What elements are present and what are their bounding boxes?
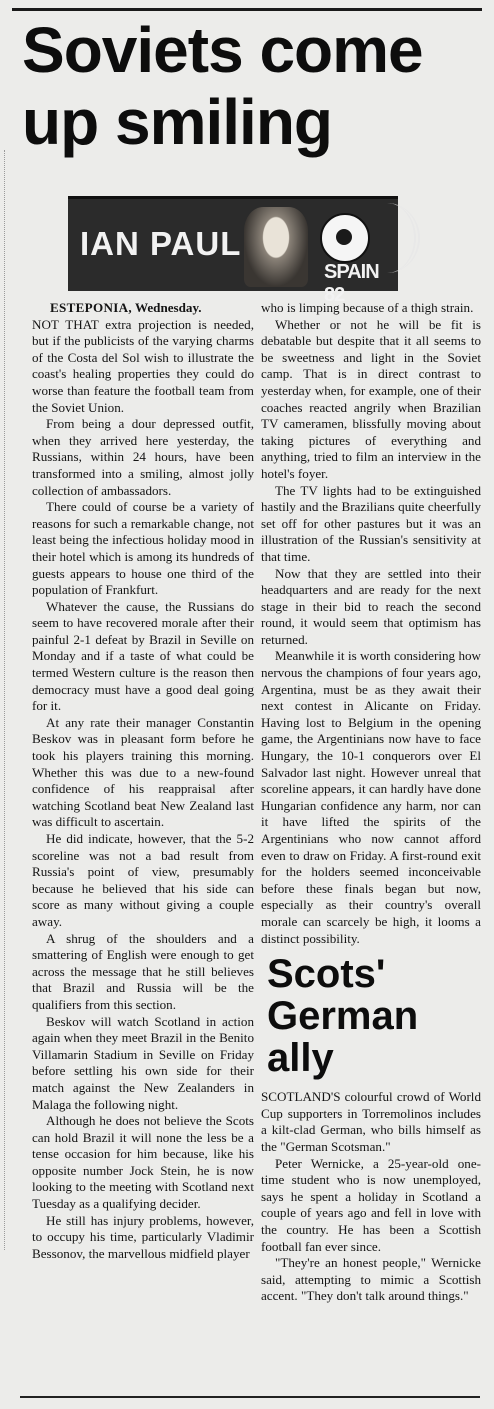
paragraph: A shrug of the shoulders and a smattering of English were enough to get across the message that he still believes that Brazil and Russia will be the qualifiers from this section. bbox=[32, 930, 254, 1012]
article-column-left bbox=[32, 300, 254, 1262]
paragraph: Beskov will watch Scotland in action again when they meet Brazil in the Benito Villamarin Stadium in Seville on Friday before settling his own side for their match against the New Zealanders in Malaga the following night. bbox=[32, 1013, 254, 1112]
paragraph: At any rate their manager Constantin Beskov was in pleasant form before he took his players training this morning. Whether this was due to a new-found confidence of his reappraisal after watching Scotland beat New Zealand last was difficult to ascertain. bbox=[32, 714, 254, 830]
dateline-place: ESTEPONIA, bbox=[50, 300, 132, 315]
top-rule bbox=[12, 0, 482, 11]
paragraph: There could of course be a variety of reasons for such a remarkable change, not least being the infectious holiday mood in their hotel which is among its hundreds of guests appears to house one third of the population of Frankfurt. bbox=[32, 499, 254, 598]
paragraph: The TV lights had to be extinguished hastily and the Brazilians quite cheerfully set off for other pastures but it was an illustration of the Russian's sensitivity at that time. bbox=[261, 482, 481, 564]
spain-82-logo: SPAIN 82 bbox=[324, 261, 379, 306]
paragraph: Meanwhile it is worth considering how nervous the champions of four years ago, Argentina, must be as they await their next contest in Alicante on Friday. Having lost to Belgium in the opening game, the Argentinians now have to face Hungary, the 10-1 conquerors over El Salvador last night. However unreal that scoreline appears, it can hardly have done Hungarian confidence any harm, nor can it have lifted the spirits of the Argentinians who now cannot afford even to draw on Friday. A first-round exit for the holders seemed inconceivable before these finals began but now, especially as their country's overall morale can scarcely be high, it looms a distinct possibility. bbox=[261, 648, 481, 946]
paragraph: Peter Wernicke, a 25-year-old one-time student who is now unemployed, says he spent a holiday in Scotland a couple of years ago and fell in love with the country. He has been a Scottish football fan ever since. bbox=[261, 1155, 481, 1254]
bottom-rule bbox=[20, 1396, 480, 1398]
paragraph: "They're an honest people," Wernicke said, attempting to mimic a Scottish accent. "They don't talk around things." bbox=[261, 1255, 481, 1304]
paragraph: He did indicate, however, that the 5-2 scoreline was not a bad result from Russia's point of view, presumably because he believed that his side can score as many without giving a couple away. bbox=[32, 831, 254, 929]
headline: Soviets come up smiling bbox=[22, 14, 423, 158]
sub-article-headline: Scots' German ally bbox=[267, 952, 419, 1081]
dateline bbox=[32, 300, 254, 317]
paragraph: Although he does not believe the Scots can hold Brazil it will none the less be a tense occasion for him because, like his opposite number Jock Stein, he is now looking to the meeting with Scotland next Tuesday as a qualifying decider. bbox=[32, 1113, 254, 1212]
article-column-right bbox=[261, 300, 481, 1305]
paragraph: He still has injury problems, however, to occupy his time, particularly Vladimir Bessonov, the marvellous midfield player bbox=[32, 1212, 254, 1261]
paragraph: From being a dour depressed outfit, when they arrived here yesterday, the Russians, within 24 hours, have been transformed into a smiling, almost jolly collection of ambassadors. bbox=[32, 416, 254, 498]
author-photo bbox=[244, 207, 308, 287]
byline-banner bbox=[68, 196, 398, 306]
paragraph: Now that they are settled into their headquarters and are ready for the next stage in their bid to reach the second round, it would seem that optimism has returned. bbox=[261, 565, 481, 647]
margin-edge bbox=[4, 150, 13, 1250]
dateline-day: Wednesday. bbox=[135, 300, 202, 315]
paragraph: who is limping because of a thigh strain. bbox=[261, 300, 474, 315]
paragraph: SCOTLAND'S colourful crowd of World Cup supporters in Torremolinos includes a kilt-clad German, who bills himself as the "German Scotsman." bbox=[261, 1089, 481, 1154]
paragraph: Whatever the cause, the Russians do seem to have recovered morale after their painful 2-1 defeat by Brazil in Seville on Monday and if a taste of what could be termed Western culture is the reason then democracy must have a good deal going for it. bbox=[32, 598, 254, 714]
paragraph: NOT THAT extra projection is needed, but if the publicists of the varying charms of the Costa del Sol wish to illustrate the coast's healing properties they could do worse than feature the football team from the Soviet Union. bbox=[32, 316, 254, 415]
paragraph: Whether or not he will be fit is debatable but despite that it all seems to be sweetness and light in the Soviet camp. That is in direct contrast to yesterday when, for example, one of their coaches reacted angrily when Brazilian TV cameramen, blissfully moving about taking pictures of everything and anything, tried to film an interview in the hotel's foyer. bbox=[261, 316, 481, 481]
byline-name: IAN PAUL bbox=[80, 225, 242, 262]
